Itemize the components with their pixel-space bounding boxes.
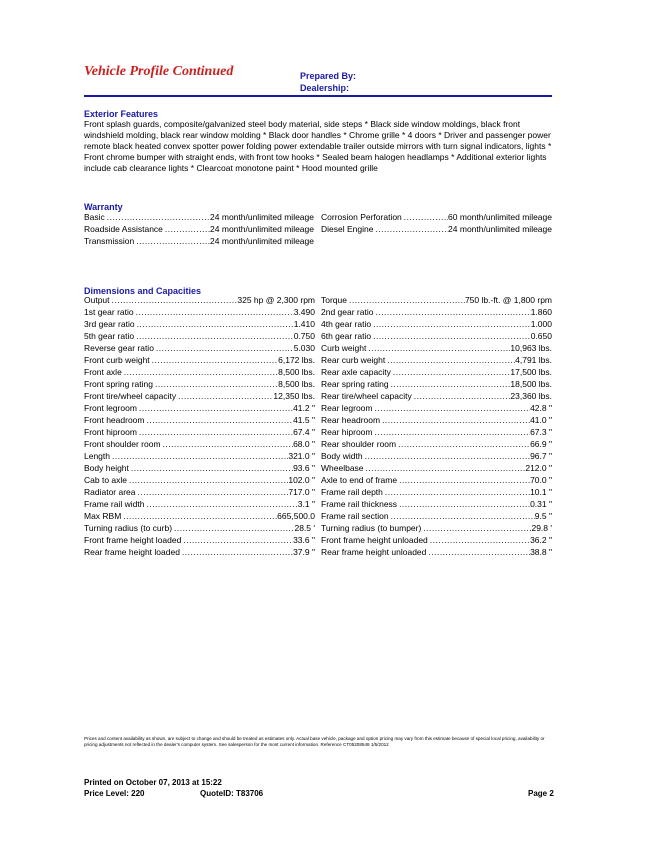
spec-label: Front hiproom [84, 427, 137, 437]
spec-label: Turning radius (to bumper) [321, 523, 422, 533]
spec-value: 67.4 " [293, 427, 315, 437]
dot-leader [373, 403, 531, 413]
spec-row [321, 499, 552, 511]
spec-value: 68.0 " [293, 439, 315, 449]
spec-value: 10,963 lbs. [510, 343, 552, 353]
spec-value: 0.750 [293, 331, 315, 341]
spec-label: Rear legroom [321, 403, 373, 413]
dot-leader [397, 499, 530, 509]
spec-value: 29.8 ' [531, 523, 552, 533]
spec-label: Wheelbase [321, 463, 364, 473]
spec-row [84, 451, 315, 463]
spec-row [321, 295, 552, 307]
spec-value: 3.490 [293, 307, 315, 317]
spec-row [321, 391, 552, 403]
spec-value: 67.3 " [530, 427, 552, 437]
spec-value: 1.410 [293, 319, 315, 329]
spec-row [84, 379, 315, 391]
spec-label: Axle to end of frame [321, 475, 398, 485]
spec-label: 6th gear ratio [321, 331, 372, 341]
spec-value: 9.5 " [534, 511, 552, 521]
spec-row [84, 367, 315, 379]
dot-leader [389, 511, 535, 521]
spec-row [321, 475, 552, 487]
spec-label: Front curb weight [84, 355, 150, 365]
price-level: Price Level: 220 [84, 789, 145, 798]
spec-label: 2nd gear ratio [321, 307, 374, 317]
spec-label: Turning radius (to curb) [84, 523, 173, 533]
spec-label: Rear shoulder room [321, 439, 397, 449]
spec-label: Body width [321, 451, 363, 461]
dot-leader [421, 523, 531, 533]
spec-row [321, 331, 552, 343]
dot-leader [137, 427, 293, 437]
page-title: Vehicle Profile Continued [84, 64, 234, 79]
dot-leader [129, 463, 293, 473]
spec-value: 0.650 [530, 331, 552, 341]
spec-label: Front headroom [84, 415, 145, 425]
dot-leader [181, 535, 293, 545]
spec-row [321, 355, 552, 367]
spec-label: Torque [321, 295, 347, 305]
quote-id: QuoteID: T83706 [200, 789, 264, 798]
spec-row [321, 319, 552, 331]
spec-row [84, 427, 315, 439]
dot-leader [412, 391, 511, 401]
spec-value: 60 month/unlimited mileage [448, 212, 552, 222]
spec-label: Front frame height unloaded [321, 535, 428, 545]
dot-leader [137, 403, 293, 413]
spec-value: 24 month/unlimited mileage [210, 224, 314, 234]
spec-label: Rear hiproom [321, 427, 373, 437]
spec-label: Front tire/wheel capacity [84, 391, 177, 401]
spec-label: Output [84, 295, 110, 305]
spec-label: Rear spring rating [321, 379, 389, 389]
spec-value: 24 month/unlimited mileage [210, 236, 314, 246]
header-rule [84, 95, 552, 97]
dot-leader [144, 499, 297, 509]
spec-label: Curb weight [321, 343, 367, 353]
spec-label: Frame rail section [321, 511, 389, 521]
spec-row [321, 547, 552, 559]
spec-row [84, 236, 314, 248]
dot-leader [176, 391, 273, 401]
dot-leader [347, 295, 465, 305]
spec-value: 0.31 " [530, 499, 552, 509]
spec-label: Frame rail thickness [321, 499, 398, 509]
printed-date: Printed on October 07, 2013 at 15:22 [84, 778, 222, 787]
spec-row [321, 343, 552, 355]
spec-label: Rear headroom [321, 415, 381, 425]
dot-leader [371, 331, 531, 341]
spec-value: 4,791 lbs. [515, 355, 552, 365]
spec-label: Front frame height loaded [84, 535, 182, 545]
spec-row [321, 403, 552, 415]
spec-value: 10.1 " [530, 487, 552, 497]
dot-leader [397, 475, 530, 485]
spec-label: Frame rail depth [321, 487, 383, 497]
dot-leader [363, 451, 530, 461]
spec-value: 750 lb.-ft. @ 1,800 rpm [464, 295, 552, 305]
spec-row [84, 295, 315, 307]
spec-row [321, 415, 552, 427]
spec-row [84, 331, 315, 343]
dot-leader [150, 355, 278, 365]
spec-value: 28.5 ' [294, 523, 315, 533]
spec-value: 41.0 " [530, 415, 552, 425]
spec-row [84, 523, 315, 535]
spec-row [84, 307, 315, 319]
spec-label: Corrosion Perforation [321, 212, 402, 222]
spec-row [84, 355, 315, 367]
dot-leader [105, 212, 210, 222]
dot-leader [426, 547, 530, 557]
dimensions-heading: Dimensions and Capacities [84, 286, 202, 296]
dot-leader [121, 511, 277, 521]
dot-leader [385, 355, 515, 365]
dot-leader [153, 379, 278, 389]
dot-leader [136, 487, 289, 497]
spec-label: Max RBM [84, 511, 122, 521]
spec-row [321, 523, 552, 535]
spec-row [321, 439, 552, 451]
dot-leader [373, 307, 530, 317]
disclaimer-text: Prices and content availability as shown, are subject to change and should be treated as estimates only. Actual base vehicle, package and option pricing may vary from this estimate because of special local pricing, availability or pricing adjustments not reflected in the dealer's computer system. See salesperson for the most current information. Reference CT05208548 1/5/2012 [84, 736, 545, 747]
spec-value: 5.030 [293, 343, 315, 353]
spec-value: 24 month/unlimited mileage [448, 224, 552, 234]
spec-label: 5th gear ratio [84, 331, 135, 341]
spec-row [321, 463, 552, 475]
exterior-features-text: Front splash guards, composite/galvanized steel body material, side steps * Black side window moldings, black front windshield molding, black rear window molding * Black door handles * Chrome grille * 4 doors * Driver and passenger power remote black heated convex spotter power folding power extendable trailer outside mirrors with turn signal indicators, lights * Front chrome bumper with straight ends, with front tow hooks * Sealed beam halogen headlamps * Additional exterior lights include cab clearance lights * Clearcoat monotone paint * Hood mounted grille [84, 119, 552, 173]
spec-value: 18,500 lbs. [510, 379, 552, 389]
spec-value: 37.9 " [293, 547, 315, 557]
spec-label: Body height [84, 463, 129, 473]
spec-label: Front axle [84, 367, 122, 377]
spec-row [84, 212, 314, 224]
dot-leader [371, 319, 531, 329]
dot-leader [366, 343, 510, 353]
spec-row [84, 391, 315, 403]
spec-row [321, 511, 552, 523]
spec-label: Front spring rating [84, 379, 153, 389]
dot-leader [373, 427, 531, 437]
spec-value: 6,172 lbs. [278, 355, 315, 365]
spec-label: Length [84, 451, 110, 461]
spec-value: 33.6 " [293, 535, 315, 545]
spec-label: Radiator area [84, 487, 136, 497]
spec-value: 1.860 [530, 307, 552, 317]
dealership-label: Dealership: [300, 83, 350, 93]
dot-leader [172, 523, 294, 533]
dot-leader [364, 463, 526, 473]
spec-row [84, 343, 315, 355]
dot-leader [373, 224, 448, 234]
dot-leader [127, 475, 288, 485]
spec-label: Rear tire/wheel capacity [321, 391, 412, 401]
spec-label: Transmission [84, 236, 135, 246]
spec-row [84, 511, 315, 523]
spec-value: 70.0 " [530, 475, 552, 485]
spec-value: 38.8 " [530, 547, 552, 557]
prepared-by-label: Prepared By: [300, 71, 357, 81]
spec-row [84, 415, 315, 427]
spec-row [84, 463, 315, 475]
spec-value: 17,500 lbs. [510, 367, 552, 377]
spec-value: 23,360 lbs. [510, 391, 552, 401]
dot-leader [144, 415, 293, 425]
dot-leader [396, 439, 530, 449]
spec-value: 24 month/unlimited mileage [210, 212, 314, 222]
spec-label: Front shoulder room [84, 439, 161, 449]
spec-label: Cab to axle [84, 475, 127, 485]
spec-value: 102.0 " [288, 475, 315, 485]
spec-value: 96.7 " [530, 451, 552, 461]
warranty-heading: Warranty [84, 202, 123, 212]
spec-value: 8,500 lbs. [278, 367, 315, 377]
spec-label: 3rd gear ratio [84, 319, 135, 329]
dot-leader [135, 319, 294, 329]
spec-value: 41.2 " [293, 403, 315, 413]
spec-value: 8,500 lbs. [278, 379, 315, 389]
spec-value: 717.0 " [288, 487, 315, 497]
spec-row [321, 307, 552, 319]
spec-value: 66.9 " [530, 439, 552, 449]
dot-leader [402, 212, 448, 222]
spec-label: Basic [84, 212, 105, 222]
spec-value: 93.6 " [293, 463, 315, 473]
spec-label: 4th gear ratio [321, 319, 372, 329]
spec-row [84, 439, 315, 451]
spec-row [321, 379, 552, 391]
spec-value: 665,500.0 [277, 511, 315, 521]
page-number: Page 2 [528, 789, 554, 798]
dot-leader [134, 331, 294, 341]
dot-leader [163, 224, 210, 234]
dot-leader [180, 547, 293, 557]
dot-leader [389, 379, 511, 389]
spec-row [321, 535, 552, 547]
spec-label: Rear curb weight [321, 355, 386, 365]
spec-row [321, 427, 552, 439]
spec-row [84, 499, 315, 511]
dot-leader [383, 487, 530, 497]
spec-value: 321.0 " [288, 451, 315, 461]
spec-label: Rear axle capacity [321, 367, 391, 377]
spec-row [84, 475, 315, 487]
spec-row [321, 487, 552, 499]
spec-row [84, 319, 315, 331]
dot-leader [134, 236, 210, 246]
exterior-features-heading: Exterior Features [84, 109, 159, 119]
spec-label: Roadside Assistance [84, 224, 163, 234]
spec-row [84, 403, 315, 415]
spec-value: 1.000 [530, 319, 552, 329]
spec-label: Front legroom [84, 403, 137, 413]
spec-label: Rear frame height loaded [84, 547, 180, 557]
dot-leader [428, 535, 530, 545]
spec-value: 212.0 " [525, 463, 552, 473]
spec-label: Diesel Engine [321, 224, 374, 234]
spec-row [321, 224, 552, 236]
spec-row [321, 451, 552, 463]
spec-value: 41.5 " [293, 415, 315, 425]
dot-leader [110, 451, 288, 461]
spec-value: 36.2 " [530, 535, 552, 545]
dot-leader [161, 439, 294, 449]
spec-value: 12,350 lbs. [273, 391, 315, 401]
spec-row [321, 212, 552, 224]
spec-row [84, 224, 314, 236]
spec-value: 325 hp @ 2,300 rpm [237, 295, 315, 305]
dot-leader [110, 295, 238, 305]
spec-value: 3.1 " [297, 499, 315, 509]
spec-row [84, 487, 315, 499]
dot-leader [134, 307, 294, 317]
dot-leader [154, 343, 294, 353]
spec-row [84, 547, 315, 559]
spec-label: Rear frame height unloaded [321, 547, 427, 557]
spec-row [321, 367, 552, 379]
spec-label: Frame rail width [84, 499, 145, 509]
spec-label: Reverse gear ratio [84, 343, 154, 353]
dot-leader [122, 367, 278, 377]
spec-value: 42.8 " [530, 403, 552, 413]
dot-leader [391, 367, 510, 377]
dot-leader [380, 415, 530, 425]
spec-row [84, 535, 315, 547]
spec-label: 1st gear ratio [84, 307, 134, 317]
